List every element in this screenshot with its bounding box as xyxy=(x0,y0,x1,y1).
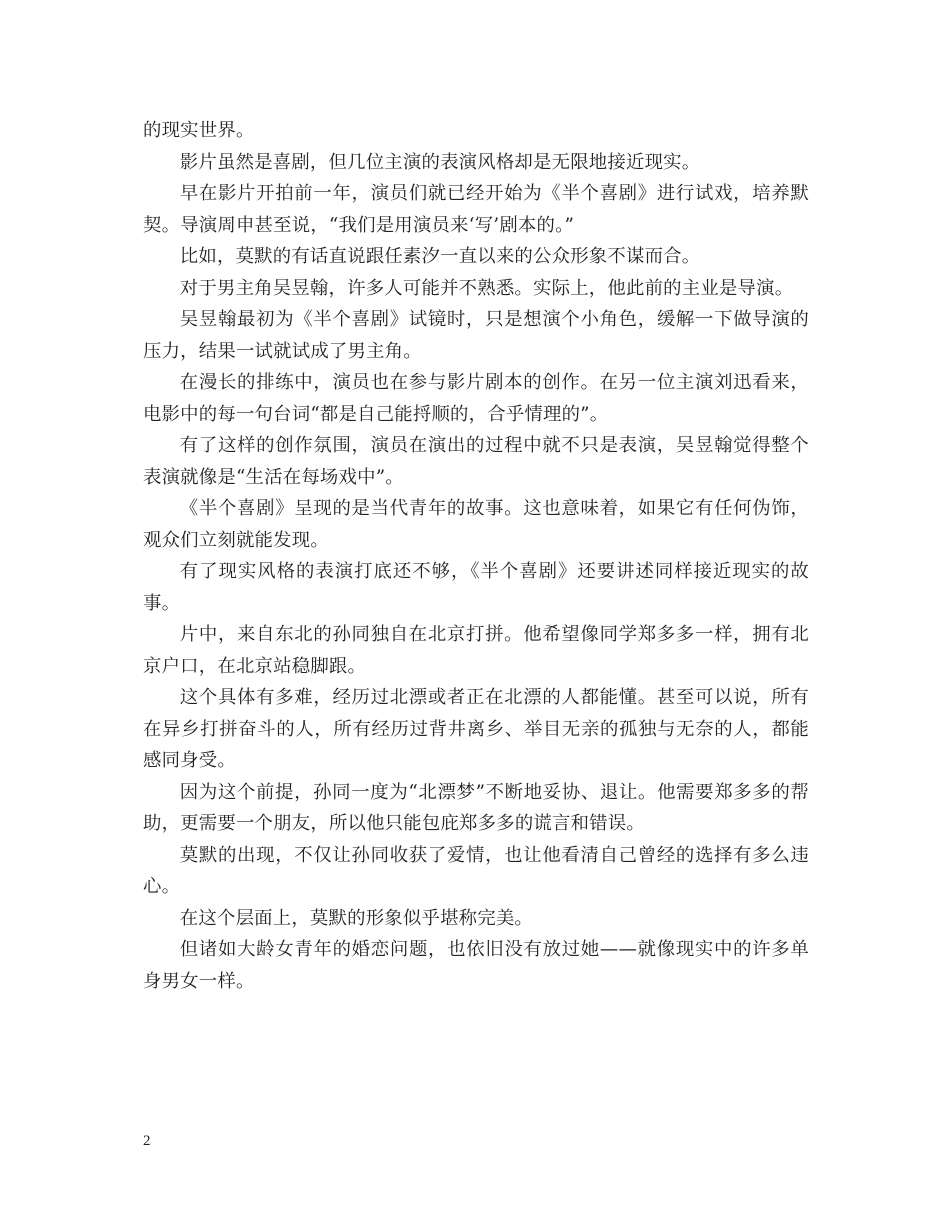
paragraph: 有了这样的创作氛围，演员在演出的过程中就不只是表演，吴昱翰觉得整个表演就像是“生活在每场戏中”。 xyxy=(143,435,809,488)
paragraph: 这个具体有多难，经历过北漂或者正在北漂的人都能懂。甚至可以说，所有在异乡打拼奋斗的人，所有经历过背井离乡、举目无亲的孤独与无奈的人，都能感同身受。 xyxy=(143,687,809,771)
paragraph: 对于男主角吴昱翰，许多人可能并不熟悉。实际上，他此前的主业是导演。 xyxy=(179,277,794,299)
paragraph: 的现实世界。 xyxy=(143,120,255,141)
paragraph: 因为这个前提，孙同一度为“北漂梦”不断地妥协、退让。他需要郑多多的帮助，更需要一个朋友，所以他只能包庇郑多多的谎言和错误。 xyxy=(143,781,809,834)
paragraph: 在漫长的排练中，演员也在参与影片剧本的创作。在另一位主演刘迅看来，电影中的每一句台词“都是自己能捋顺的，合乎情理的”。 xyxy=(143,372,809,425)
page-number: 2 xyxy=(143,1133,151,1149)
paragraph: 莫默的出现，不仅让孙同收获了爱情，也让他看清自己曾经的选择有多么违心。 xyxy=(143,844,809,897)
paragraph: 有了现实风格的表演打底还不够，《半个喜剧》还要讲述同样接近现实的故事。 xyxy=(143,561,809,614)
paragraph: 比如，莫默的有话直说跟任素汐一直以来的公众形象不谋而合。 xyxy=(179,246,701,267)
document-body xyxy=(143,115,809,997)
paragraph: 但诸如大龄女青年的婚恋问题，也依旧没有放过她——就像现实中的许多单身男女一样。 xyxy=(143,939,809,992)
paragraph: 吴昱翰最初为《半个喜剧》试镜时，只是想演个小角色，缓解一下做导演的压力，结果一试就试成了男主角。 xyxy=(143,309,809,362)
paragraph: 在这个层面上，莫默的形象似乎堪称完美。 xyxy=(179,907,534,929)
paragraph: 早在影片开拍前一年，演员们就已经开始为《半个喜剧》进行试戏，培养默契。导演周申甚至说，“我们是用演员来‘写’剧本的。” xyxy=(143,183,809,236)
paragraph: 片中，来自东北的孙同独自在北京打拼。他希望像同学郑多多一样，拥有北京户口，在北京站稳脚跟。 xyxy=(143,624,809,677)
paragraph: 影片虽然是喜剧，但几位主演的表演风格却是无限地接近现实。 xyxy=(179,151,701,173)
paragraph: 《半个喜剧》呈现的是当代青年的故事。这也意味着，如果它有任何伪饰，观众们立刻就能发现。 xyxy=(143,498,809,551)
